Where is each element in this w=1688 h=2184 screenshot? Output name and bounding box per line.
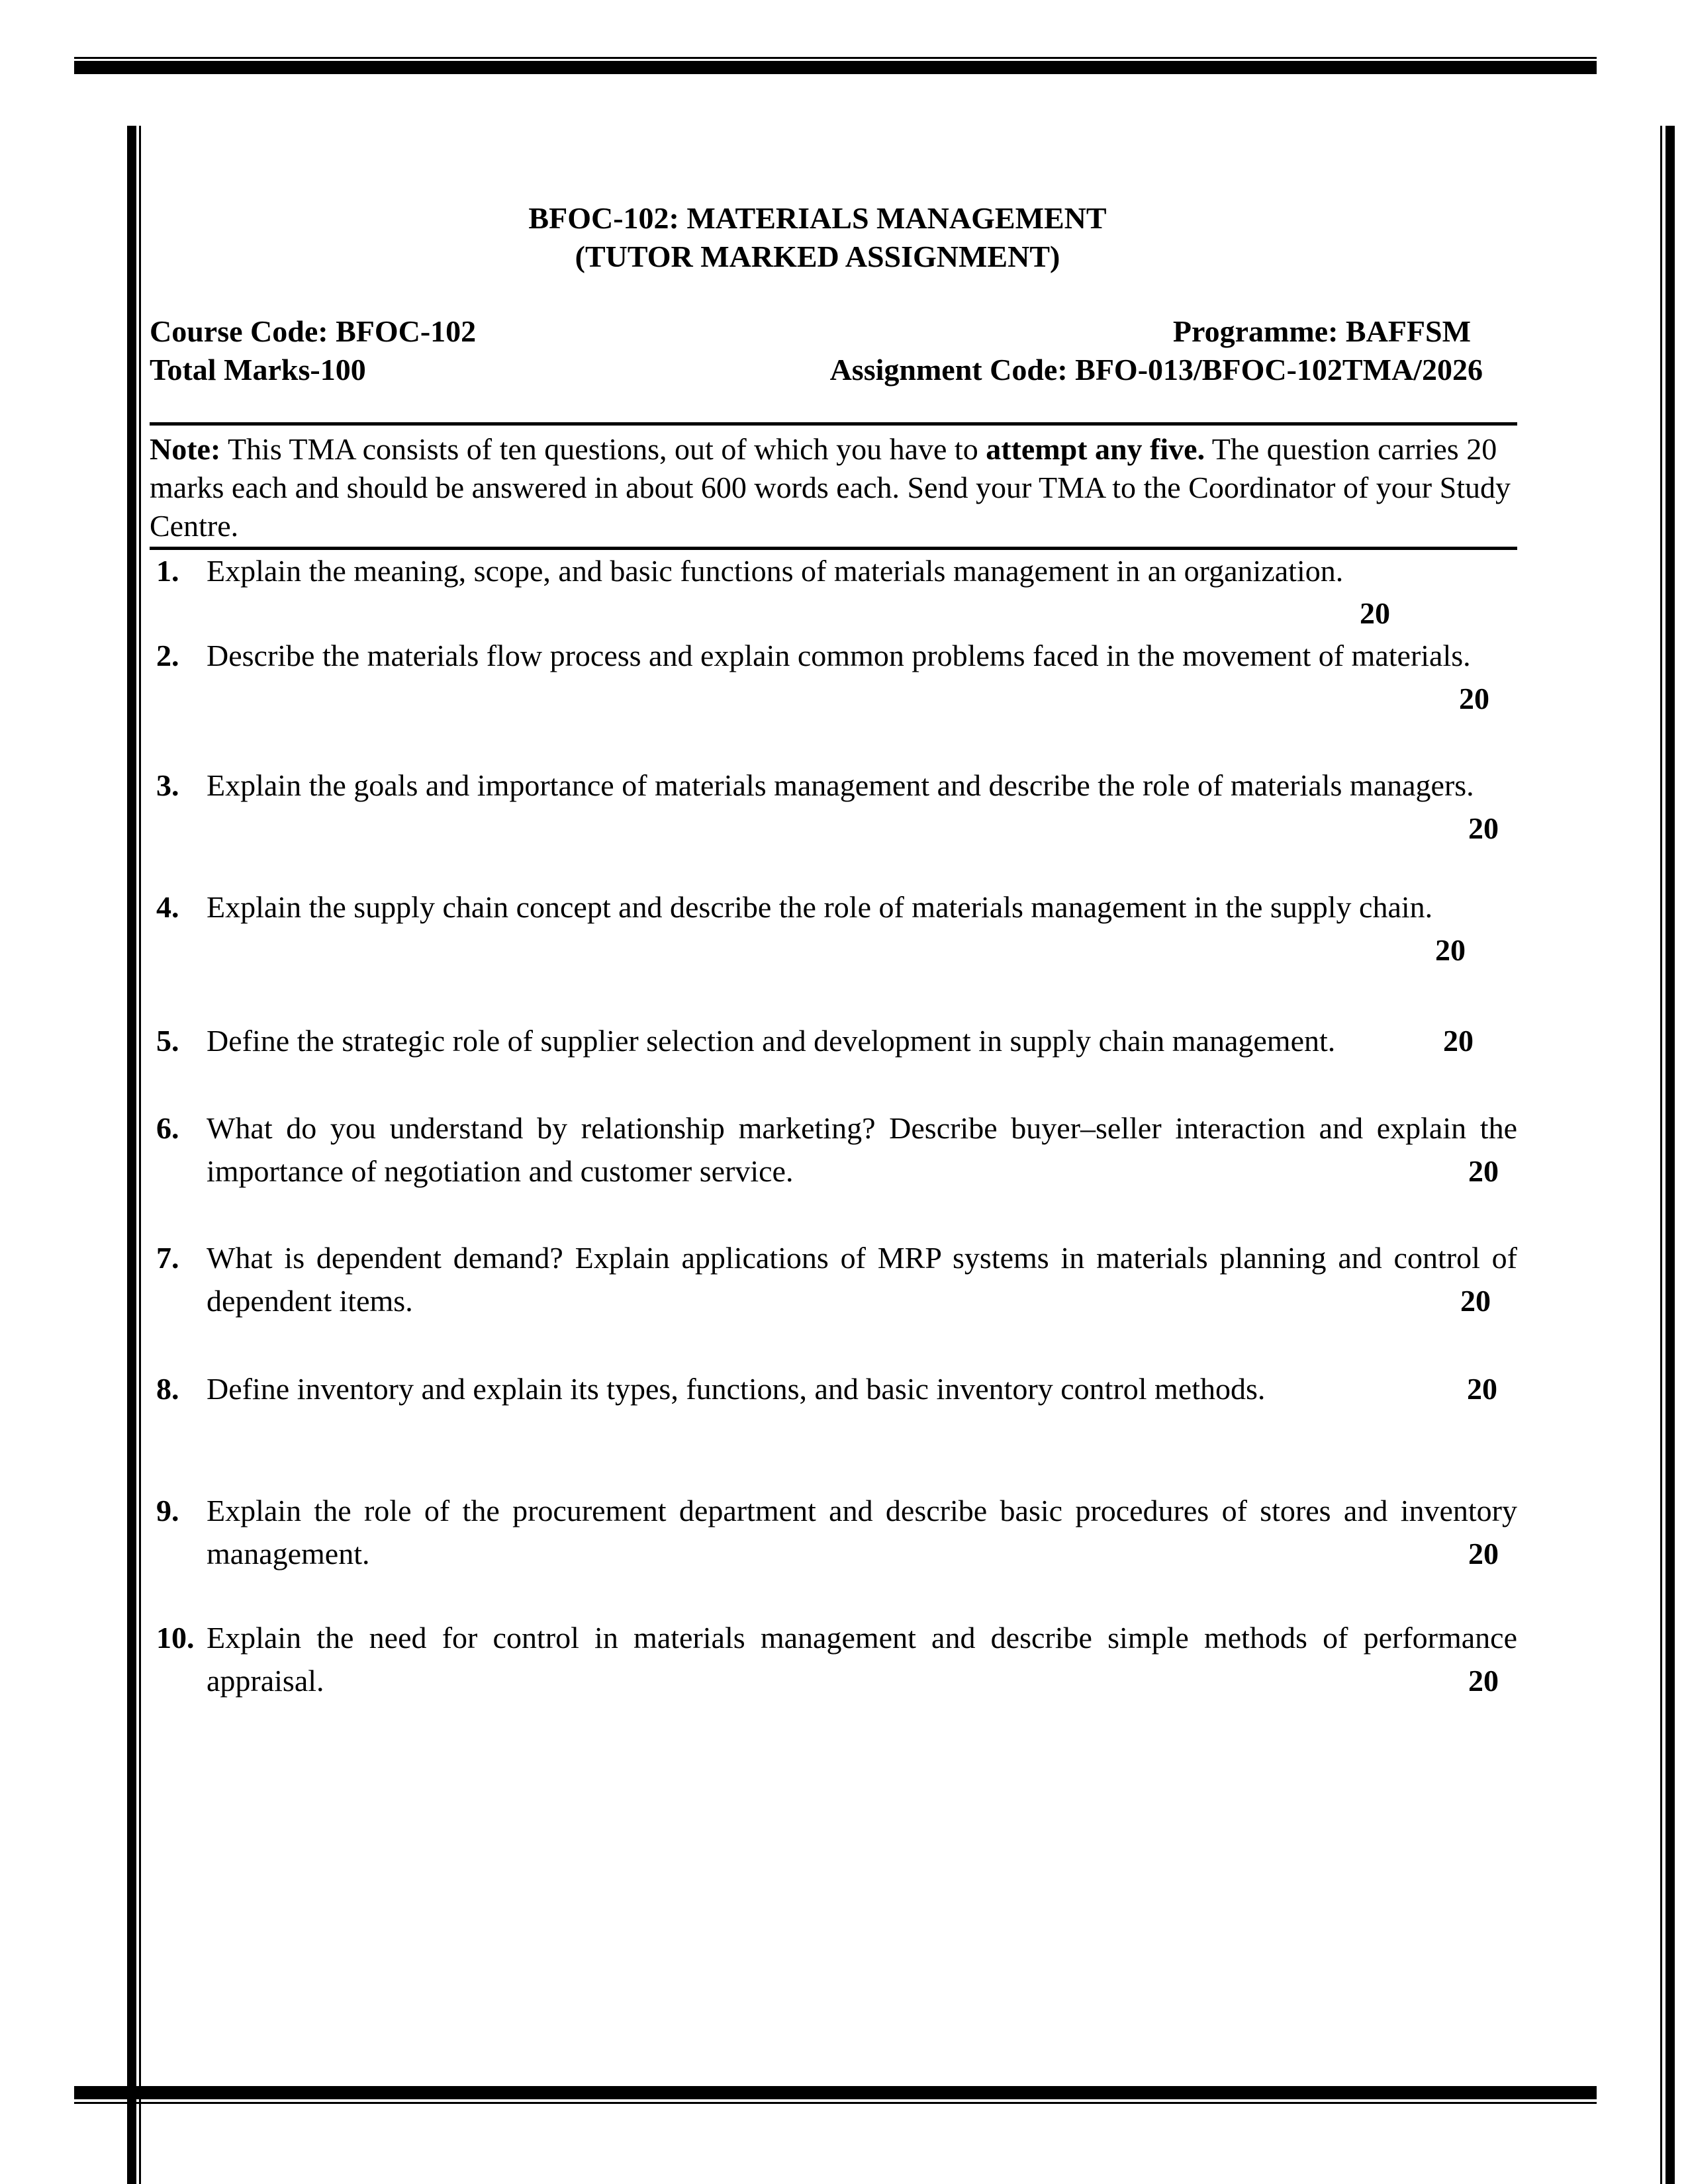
note-label: Note: (150, 432, 221, 466)
note-emphasis: attempt any five. (986, 432, 1205, 466)
total-marks: Total Marks-100 (150, 353, 366, 387)
bottom-border-thin (74, 2102, 1597, 2104)
divider (150, 422, 1517, 426)
question-number: 6. (156, 1111, 179, 1145)
question-marks: 20 (1467, 1372, 1497, 1406)
question-number: 8. (156, 1372, 179, 1406)
question-marks: 20 (1468, 1664, 1499, 1698)
course-code: Course Code: BFOC-102 (150, 314, 477, 348)
document-title: BFOC-102: MATERIALS MANAGEMENT (528, 201, 1107, 235)
right-border-thin (1660, 126, 1662, 2184)
question-text: What is dependent demand? Explain applications of MRP systems in materials planning and control of dependent items. (207, 1241, 1517, 1318)
question-marks: 20 (1360, 596, 1390, 630)
note-text-1: This TMA consists of ten questions, out of which you have to (220, 432, 986, 466)
question-marks: 20 (1435, 933, 1466, 967)
question-text: Explain the meaning, scope, and basic functions of materials management in an organization. (207, 554, 1344, 588)
document-subtitle: (TUTOR MARKED ASSIGNMENT) (575, 240, 1060, 273)
question-number: 3. (156, 768, 179, 802)
question-text: Explain the supply chain concept and describe the role of materials management in the supply chain. (207, 890, 1433, 924)
question-marks: 20 (1459, 682, 1489, 715)
question-number: 4. (156, 890, 179, 924)
right-border (1665, 126, 1675, 2184)
note-paragraph (150, 430, 1517, 545)
assignment-code: Assignment Code: BFO-013/BFOC-102TMA/2026 (829, 353, 1483, 387)
top-border-thin (74, 57, 1597, 59)
question-number: 9. (156, 1494, 179, 1527)
question-number: 7. (156, 1241, 179, 1275)
note-text-2: The question carries 20 marks each and should be answered in about 600 words each. Send your TMA to the Coordinator of your Study Centre. (150, 432, 1511, 543)
top-border (74, 61, 1597, 74)
question-marks: 20 (1468, 1537, 1499, 1570)
left-border-thin (139, 126, 141, 2184)
question-number: 2. (156, 639, 179, 672)
question-text: Explain the goals and importance of materials management and describe the role of materials managers. (207, 768, 1474, 802)
left-border (127, 126, 136, 2184)
question-text: What do you understand by relationship marketing? Describe buyer–seller interaction and explain the importance of negotiation and customer service. (207, 1111, 1517, 1188)
bottom-border (74, 2086, 1597, 2099)
question-text: Describe the materials flow process and explain common problems faced in the movement of materials. (207, 639, 1471, 672)
question-text: Define the strategic role of supplier selection and development in supply chain management. (207, 1024, 1336, 1058)
question-number: 5. (156, 1024, 179, 1058)
question-number: 1. (156, 554, 179, 588)
question-marks: 20 (1468, 811, 1499, 845)
question-text: Explain the role of the procurement department and describe basic procedures of stores and inventory management. (207, 1494, 1517, 1570)
question-marks: 20 (1460, 1284, 1491, 1318)
question-text: Define inventory and explain its types, functions, and basic inventory control methods. (207, 1372, 1266, 1406)
question-number: 10. (156, 1621, 195, 1655)
question-marks: 20 (1443, 1024, 1474, 1058)
programme: Programme: BAFFSM (1172, 314, 1471, 348)
question-text: Explain the need for control in materials management and describe simple methods of performance appraisal. (207, 1621, 1517, 1698)
question-marks: 20 (1468, 1154, 1499, 1188)
